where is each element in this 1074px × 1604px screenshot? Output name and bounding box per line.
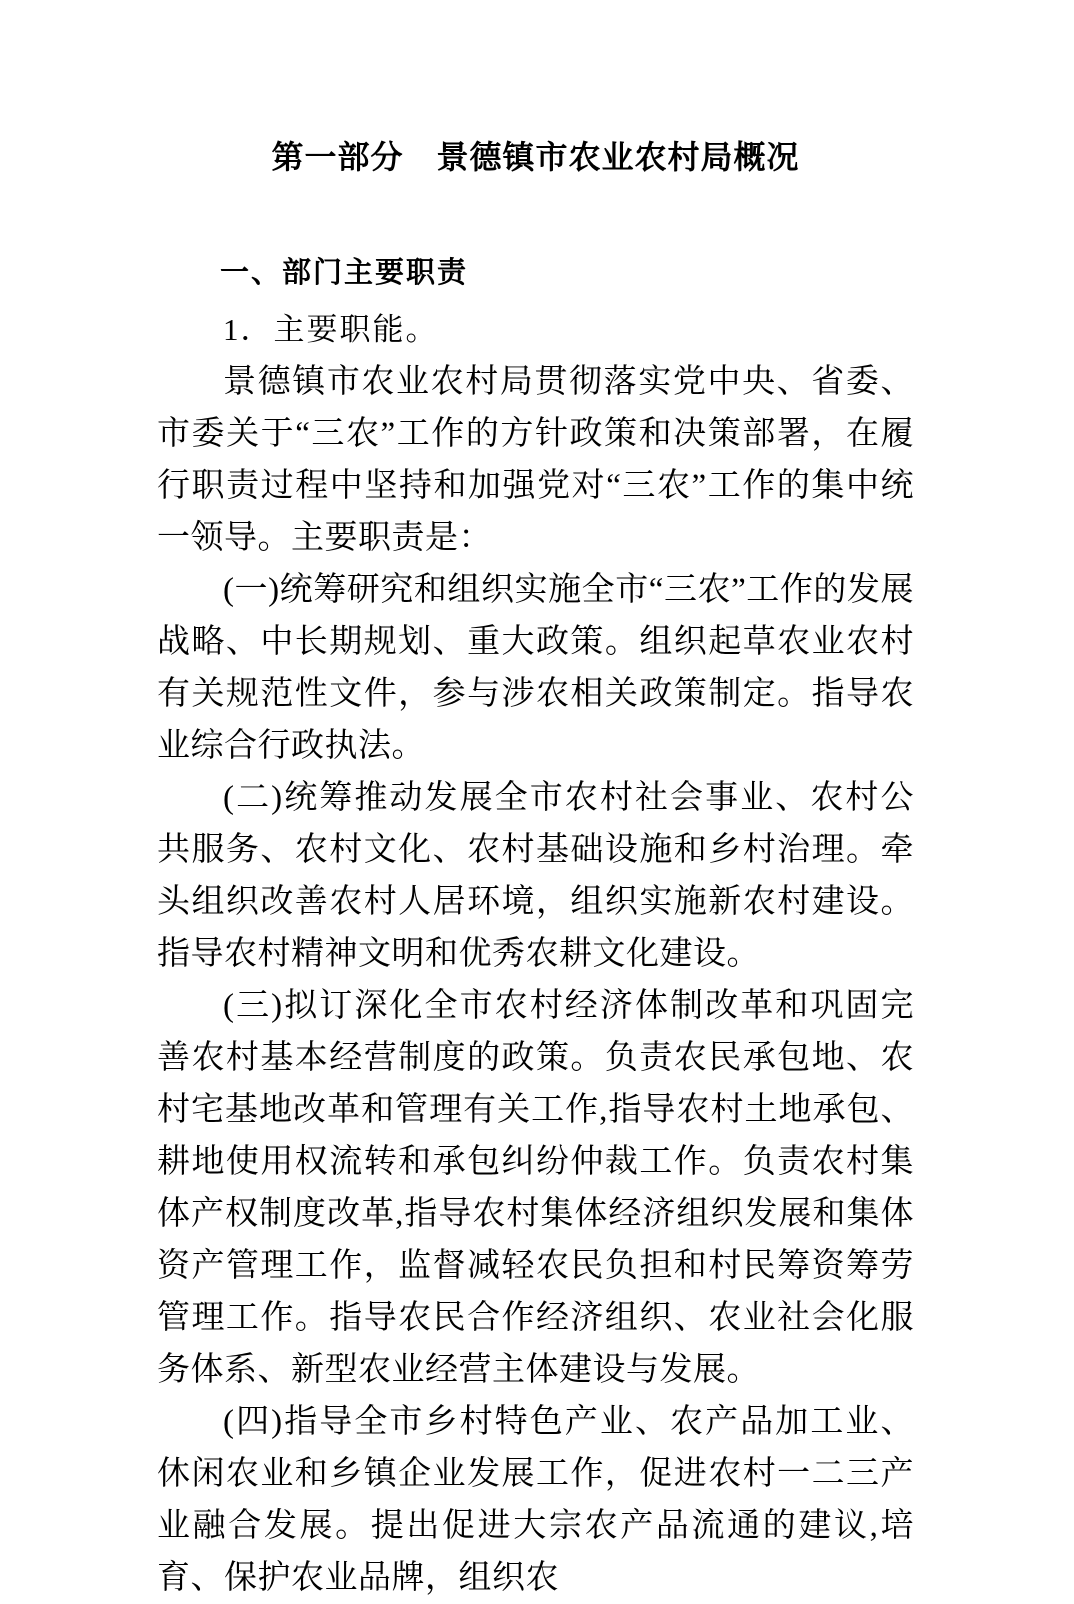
subsection-heading-main-functions: 1．主要职能。	[223, 312, 439, 347]
document-body	[157, 356, 914, 1604]
paragraph-duty-2: (二)统筹推动发展全市农村社会事业、农村公共服务、农村文化、农村基础设施和乡村治理。牵头组织改善农村人居环境，组织实施新农村建设。指导农村精神文明和优秀农耕文化建设。	[157, 780, 914, 972]
paragraph-duty-1: (一)统筹研究和组织实施全市“三农”工作的发展战略、中长期规划、重大政策。组织起草农业农村有关规范性文件，参与涉农相关政策制定。指导农业综合行政执法。	[157, 572, 914, 764]
paragraph-intro: 景德镇市农业农村局贯彻落实党中央、省委、市委关于“三农”工作的方针政策和决策部署，在履行职责过程中坚持和加强党对“三农”工作的集中统一领导。主要职责是：	[157, 364, 914, 556]
document-title: 第一部分 景德镇市农业农村局概况	[271, 139, 800, 175]
section-heading-main-duties: 一、部门主要职责	[220, 257, 469, 289]
paragraph-duty-4-truncated: (四)指导全市乡村特色产业、农产品加工业、休闲农业和乡镇企业发展工作，促进农村一二三产业融合发展。提出促进大宗农产品流通的建议,培育、保护农业品牌，组织农	[157, 1404, 914, 1596]
paragraph-duty-3: (三)拟订深化全市农村经济体制改革和巩固完善农村基本经营制度的政策。负责农民承包地、农村宅基地改革和管理有关工作,指导农村土地承包、耕地使用权流转和承包纠纷仲裁工作。负责农村集体产权制度改革,指导农村集体经济组织发展和集体资产管理工作，监督减轻农民负担和村民筹资筹劳管理工作。指导农民合作经济组织、农业社会化服务体系、新型农业经营主体建设与发展。	[157, 988, 914, 1388]
